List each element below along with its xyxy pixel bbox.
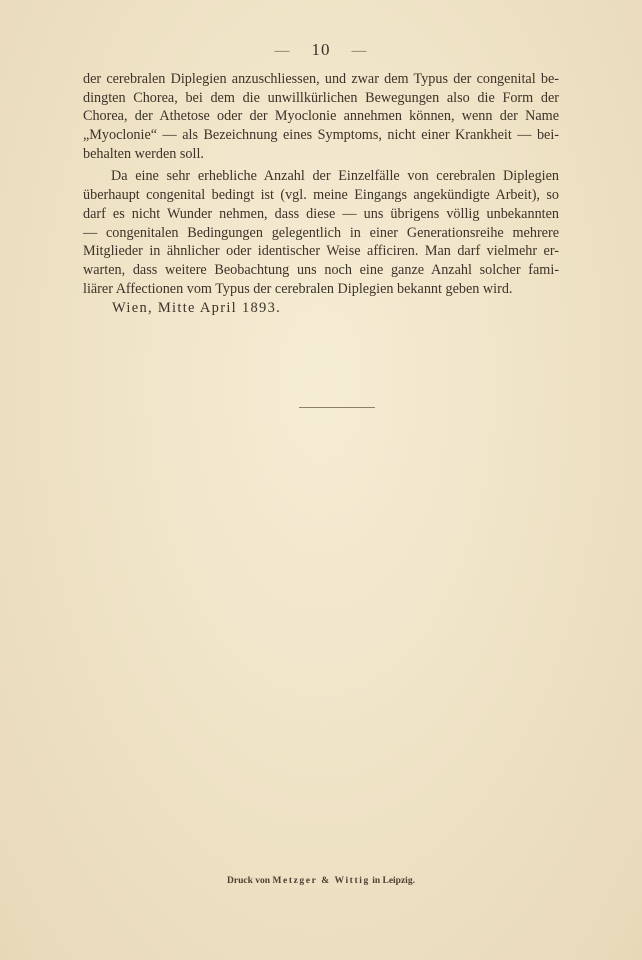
page-header xyxy=(0,40,642,60)
text-line: Mitglieder in ähnlicher oder identischer Weise afficiren. Man darf vielmehr er- xyxy=(83,243,559,260)
text-line: behalten werden soll. xyxy=(83,145,204,162)
paragraph-1 xyxy=(83,70,559,163)
page-number: 10 xyxy=(311,40,331,59)
header-dash-left: — xyxy=(274,43,291,59)
text-line: Da eine sehr erhebliche Anzahl der Einzelfälle von cerebralen Diplegien xyxy=(111,168,559,185)
place-date-signoff: Wien, Mitte April 1893. xyxy=(112,300,282,316)
text-line: der cerebralen Diplegien anzuschliessen, und zwar dem Typus der congenital be- xyxy=(83,71,559,87)
section-divider xyxy=(299,407,375,408)
text-line: „Myoclonie“ — als Bezeichnung eines Symptoms, nicht einer Krankheit — bei- xyxy=(83,127,559,144)
printer-name: Metzger & Wittig xyxy=(272,876,370,886)
imprint-suffix: in Leipzig. xyxy=(372,876,415,886)
imprint-prefix: Druck von xyxy=(227,876,271,886)
paragraph-2 xyxy=(83,167,559,298)
text-line: dingten Chorea, bei dem die unwillkürlichen Bewegungen also die Form der xyxy=(83,89,559,106)
header-dash-right: — xyxy=(351,43,368,59)
text-line: überhaupt congenital bedingt ist (vgl. meine Eingangs angekündigte Arbeit), so xyxy=(83,187,559,204)
text-line: darf es nicht Wunder nehmen, dass diese — uns übrigens völlig unbekannten xyxy=(83,205,559,222)
printer-imprint xyxy=(0,876,642,886)
text-line: — congenitalen Bedingungen gelegentlich in einer Generationsreihe mehrere xyxy=(83,224,559,241)
text-line: warten, dass weitere Beobachtung uns noch eine ganze Anzahl solcher fami- xyxy=(83,261,559,278)
text-line: Chorea, der Athetose oder der Myoclonie annehmen können, wenn der Name xyxy=(83,108,559,125)
body-text xyxy=(83,70,559,298)
text-line: liärer Affectionen vom Typus der cerebralen Diplegien bekannt geben wird. xyxy=(83,280,513,297)
